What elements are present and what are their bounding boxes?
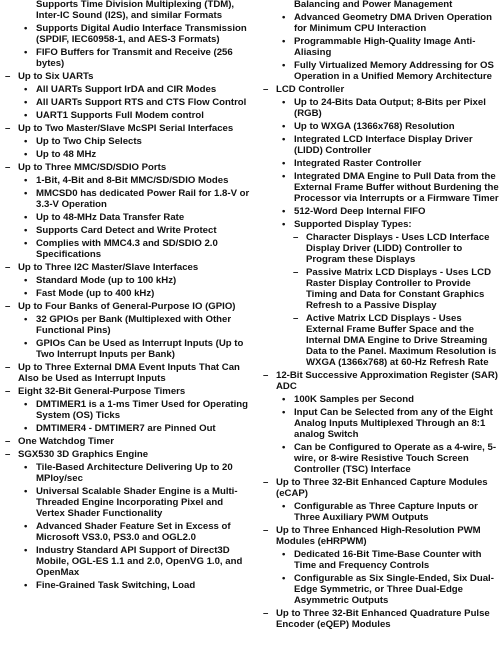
feature-subsubitem xyxy=(262,313,501,368)
feature-subitem xyxy=(4,47,252,69)
feature-subitem xyxy=(4,486,252,519)
feature-item xyxy=(262,477,501,499)
feature-text: • FIFO Buffers for Transmit and Receive (256 bytes) xyxy=(36,47,233,69)
feature-text: – Up to Four Banks of General-Purpose IO (GPIO) xyxy=(18,301,236,312)
feature-subitem xyxy=(4,225,252,236)
feature-text: • 32 GPIOs per Bank (Multiplexed with Other Functional Pins) xyxy=(36,314,232,336)
feature-text: – Active Matrix LCD Displays - Uses External Frame Buffer Space and the Internal DMA Engine to Drive Streaming Data to the Panel. Maximum Resolution is WXGA (1366x768) at 60-Hz Refresh Rate xyxy=(306,313,497,368)
feature-subitem xyxy=(4,188,252,210)
feature-text: – SGX530 3D Graphics Engine xyxy=(18,449,149,460)
feature-item xyxy=(4,362,252,384)
feature-text: • Dedicated 16-Bit Time-Base Counter with Time and Frequency Controls xyxy=(294,549,482,571)
feature-subitem xyxy=(262,36,501,58)
feature-text: • Integrated DMA Engine to Pull Data from the External Frame Buffer without Burdening the Processor via Interrupts or a Firmware Timer xyxy=(294,171,499,204)
feature-subitem xyxy=(4,338,252,360)
feature-text: • All UARTs Support RTS and CTS Flow Control xyxy=(36,97,247,108)
feature-subitem xyxy=(4,238,252,260)
feature-subitem xyxy=(4,314,252,336)
feature-subitem xyxy=(262,549,501,571)
feature-subitem xyxy=(4,149,252,160)
feature-text: • Fully Virtualized Memory Addressing for OS Operation in a Unified Memory Architecture xyxy=(294,60,494,82)
feature-text: • 1-Bit, 4-Bit and 8-Bit MMC/SD/SDIO Modes xyxy=(36,175,229,186)
feature-subitem xyxy=(262,501,501,523)
feature-text: • DMTIMER4 - DMTIMER7 are Pinned Out xyxy=(36,423,216,434)
feature-subitem xyxy=(4,462,252,484)
feature-subitem xyxy=(4,136,252,147)
feature-subitem xyxy=(4,23,252,45)
feature-item xyxy=(262,370,501,392)
feature-item xyxy=(4,436,252,447)
feature-subitem xyxy=(262,60,501,82)
feature-text: • Industry Standard API Support of Direct3D Mobile, OGL-ES 1.1 and 2.0, OpenVG 1.0, and OpenMax xyxy=(36,545,243,578)
feature-item xyxy=(4,262,252,273)
feature-text: • Programmable High-Quality Image Anti-Aliasing xyxy=(294,36,476,58)
feature-text: – One Watchdog Timer xyxy=(18,436,114,447)
feature-subitem xyxy=(4,288,252,299)
feature-subitem xyxy=(262,12,501,34)
feature-text: • Can be Configured to Operate as a 4-wire, 5-wire, or 8-wire Resistive Touch Screen Controller (TSC) Interface xyxy=(294,442,497,475)
feature-text: • Fine-Grained Task Switching, Load xyxy=(36,580,196,591)
feature-subitem xyxy=(4,175,252,186)
feature-subitem xyxy=(262,394,501,405)
feature-text: • GPIOs Can be Used as Interrupt Inputs (Up to Two Interrupt Inputs per Bank) xyxy=(36,338,244,360)
feature-text: – Up to Three 32-Bit Enhanced Capture Modules (eCAP) xyxy=(276,477,488,499)
feature-item xyxy=(262,84,501,95)
feature-text: • Supported Display Types: xyxy=(294,219,412,230)
feature-subitem xyxy=(4,212,252,223)
feature-text: – Up to Three MMC/SD/SDIO Ports xyxy=(18,162,167,173)
feature-text: • Configurable as Six Single-Ended, Six Dual-Edge Symmetric, or Three Dual-Edge Asymmetric Outputs xyxy=(294,573,494,606)
feature-text: • Fast Mode (up to 400 kHz) xyxy=(36,288,155,299)
feature-text: • MMCSD0 has dedicated Power Rail for 1.8-V or 3.3-V Operation xyxy=(36,188,250,210)
feature-subitem xyxy=(262,442,501,475)
feature-text: – Eight 32-Bit General-Purpose Timers xyxy=(18,386,186,397)
feature-text: • Integrated Raster Controller xyxy=(294,158,422,169)
feature-text: • Up to 24-Bits Data Output; 8-Bits per Pixel (RGB) xyxy=(294,97,486,119)
feature-text: • Complies with MMC4.3 and SD/SDIO 2.0 Specifications xyxy=(36,238,218,260)
right-feature-column xyxy=(262,0,501,630)
feature-text: • Input Can be Selected from any of the Eight Analog Inputs Multiplexed Through an 8:1 analog Switch xyxy=(294,407,493,440)
feature-item xyxy=(4,301,252,312)
feature-item xyxy=(262,608,501,630)
feature-text: – Up to Two Master/Slave McSPI Serial Interfaces xyxy=(18,123,234,134)
feature-text: • DMTIMER1 is a 1-ms Timer Used for Operating System (OS) Ticks xyxy=(36,399,248,421)
feature-item xyxy=(4,449,252,460)
feature-subitem xyxy=(262,573,501,606)
feature-text: • 512-Word Deep Internal FIFO xyxy=(294,206,426,217)
feature-text: – Up to Three 32-Bit Enhanced Quadrature Pulse Encoder (eQEP) Modules xyxy=(276,608,490,630)
feature-subitem xyxy=(4,97,252,108)
feature-item xyxy=(4,123,252,134)
feature-text: • Up to Two Chip Selects xyxy=(36,136,142,147)
feature-text: – 12-Bit Successive Approximation Register (SAR) ADC xyxy=(276,370,498,392)
feature-item xyxy=(4,162,252,173)
feature-subitem xyxy=(262,134,501,156)
feature-text: • Universal Scalable Shader Engine is a Multi-Threaded Engine Incorporating Pixel and Vertex Shader Functionality xyxy=(36,486,238,519)
feature-subitem xyxy=(262,171,501,204)
feature-subitem xyxy=(4,545,252,578)
feature-subitem xyxy=(4,275,252,286)
feature-text: • Advanced Geometry DMA Driven Operation for Minimum CPU Interaction xyxy=(294,12,492,34)
feature-subitem xyxy=(262,97,501,119)
feature-text: • Supports Digital Audio Interface Transmission (SPDIF, IEC60958-1, and AES-3 Formats) xyxy=(36,23,247,45)
feature-subitem xyxy=(4,580,252,591)
feature-item xyxy=(4,71,252,82)
feature-subsubitem xyxy=(262,267,501,311)
feature-text: – Up to Three I2C Master/Slave Interfaces xyxy=(18,262,199,273)
feature-text: • Up to 48-MHz Data Transfer Rate xyxy=(36,212,185,223)
feature-text: – Character Displays - Uses LCD Interface Display Driver (LIDD) Controller to Program these Displays xyxy=(306,232,490,265)
feature-subsubitem xyxy=(262,232,501,265)
feature-text: Balancing and Power Management xyxy=(294,0,453,10)
feature-text: – Up to Three Enhanced High-Resolution PWM Modules (eHRPWM) xyxy=(276,525,481,547)
feature-text: • Tile-Based Architecture Delivering Up to 20 MPloy/sec xyxy=(36,462,233,484)
feature-text: • Up to WXGA (1366x768) Resolution xyxy=(294,121,455,132)
feature-text: • Integrated LCD Interface Display Driver (LIDD) Controller xyxy=(294,134,473,156)
feature-subitem xyxy=(4,399,252,421)
feature-text: – LCD Controller xyxy=(276,84,345,95)
feature-subitem xyxy=(4,110,252,121)
feature-subitem xyxy=(4,423,252,434)
feature-subitem xyxy=(262,219,501,230)
feature-text: – Up to Three External DMA Event Inputs That Can Also be Used as Interrupt Inputs xyxy=(18,362,240,384)
feature-item xyxy=(4,386,252,397)
feature-text: • All UARTs Support IrDA and CIR Modes xyxy=(36,84,217,95)
feature-text: • Standard Mode (up to 100 kHz) xyxy=(36,275,177,286)
feature-subitem xyxy=(262,158,501,169)
feature-text: Supports Time Division Multiplexing (TDM), Inter-IC Sound (I2S), and similar Formats xyxy=(36,0,235,21)
feature-text: • Configurable as Three Capture Inputs or Three Auxiliary PWM Outputs xyxy=(294,501,478,523)
feature-subitem xyxy=(262,121,501,132)
feature-text: – Passive Matrix LCD Displays - Uses LCD Raster Display Controller to Provide Timing and Data for Constant Graphics Refresh to a Passive Display xyxy=(306,267,492,311)
feature-item xyxy=(262,525,501,547)
feature-text: • UART1 Supports Full Modem control xyxy=(36,110,204,121)
left-feature-column xyxy=(4,0,252,591)
feature-text: • Up to 48 MHz xyxy=(36,149,97,160)
feature-subitem xyxy=(262,0,501,10)
feature-text: • Supports Card Detect and Write Protect xyxy=(36,225,217,236)
feature-text: – Up to Six UARTs xyxy=(18,71,94,82)
feature-text: • 100K Samples per Second xyxy=(294,394,414,405)
feature-text: • Advanced Shader Feature Set in Excess of Microsoft VS3.0, PS3.0 and OGL2.0 xyxy=(36,521,231,543)
feature-subitem xyxy=(4,521,252,543)
feature-subitem xyxy=(262,407,501,440)
feature-subitem xyxy=(4,84,252,95)
feature-subitem xyxy=(4,0,252,21)
feature-subitem xyxy=(262,206,501,217)
